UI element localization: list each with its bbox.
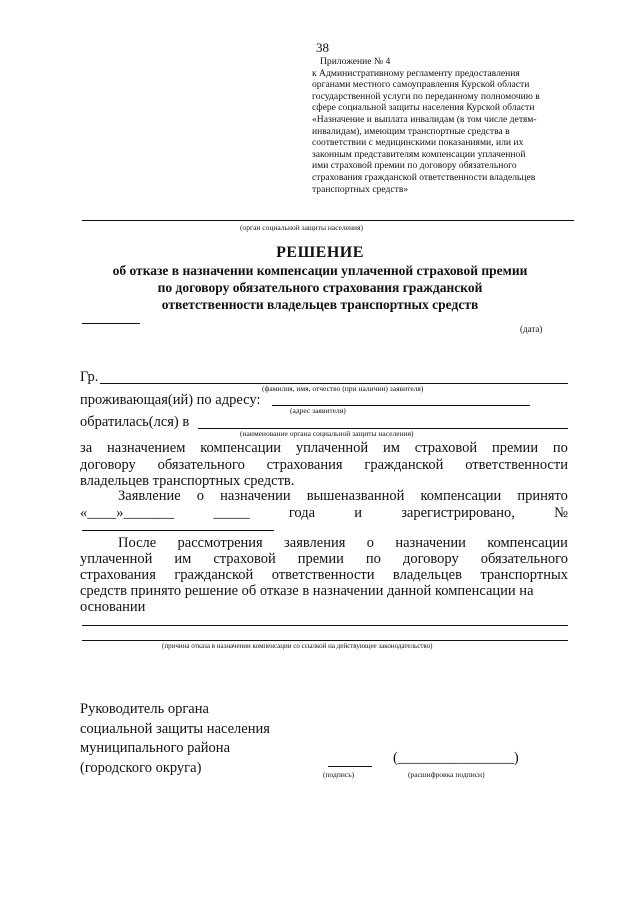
word: премии	[491, 440, 539, 456]
word: страховой	[414, 440, 478, 456]
paragraph-line	[80, 551, 568, 568]
paragraph-line: основании	[80, 599, 146, 615]
subtitle-line: по договору обязательного страхования гражданской	[157, 280, 483, 295]
word: ответственности	[465, 457, 568, 473]
organ-underline	[82, 220, 574, 221]
year-blank[interactable]: _____	[213, 505, 250, 521]
paragraph-line: средств принято решение об отказе в назначении данной компенсации на	[80, 583, 534, 599]
appendix-line: государственной услуги по переданному полномочию в	[312, 90, 540, 102]
appendix-line: сфере социальной защиты населения Курской области	[312, 102, 535, 114]
paragraph-line	[118, 535, 568, 552]
word: по	[365, 551, 381, 567]
word: страховой	[213, 551, 276, 567]
word: страхования	[80, 567, 156, 583]
word: договору	[80, 457, 136, 473]
citizen-prefix: Гр.	[80, 369, 99, 385]
document-title: РЕШЕНИЕ	[276, 244, 364, 261]
signature-decode-caption: (расшифровка подписи)	[408, 770, 485, 779]
page-number: 38	[316, 40, 329, 55]
signature-caption: (подпись)	[323, 770, 355, 779]
date-blank[interactable]: «____»_______	[80, 505, 175, 521]
citizen-caption: (фамилия, имя, отчество (при наличии) заявителя)	[262, 384, 424, 393]
word: компенсации	[420, 488, 502, 504]
paragraph-line	[80, 440, 568, 457]
word: им	[383, 440, 400, 456]
word: года	[288, 505, 316, 521]
word: №	[554, 505, 568, 521]
applied-label: обратилась(лся) в	[80, 414, 190, 430]
address-label: проживающая(ий) по адресу:	[80, 392, 261, 408]
word: уплаченной	[295, 440, 369, 456]
word: страхования	[266, 457, 343, 473]
appendix-header	[312, 56, 584, 195]
subtitle-line: об отказе в назначении компенсации уплаченной страховой премии	[112, 263, 528, 278]
paragraph-line	[80, 457, 568, 474]
appendix-line: к Административному регламенту предоставления	[312, 67, 520, 79]
appendix-line: законным представителям компенсации уплаченной	[312, 148, 526, 160]
registration-number-field[interactable]	[82, 530, 274, 531]
word: владельцев	[392, 567, 462, 583]
word: за	[80, 440, 93, 456]
appendix-line: транспортных средств»	[312, 183, 409, 195]
word: премии	[297, 551, 344, 567]
word: им	[174, 551, 192, 567]
appendix-line: соответствии с медицинскими показаниями, или их	[312, 137, 524, 149]
word: договору	[402, 551, 459, 567]
word: обязательного	[480, 551, 568, 567]
paragraph-line	[80, 567, 568, 584]
appendix-line: страхования гражданской ответственности владельцев	[312, 171, 536, 183]
appendix-line: «Назначение и выплата инвалидам (в том числе детям-	[312, 113, 537, 125]
reason-field[interactable]	[82, 640, 568, 641]
appendix-line: органами местного самоуправления Курской области	[312, 79, 530, 91]
signer-title-line: социальной защиты населения	[80, 720, 270, 737]
reason-field[interactable]	[82, 625, 568, 626]
word: о	[366, 535, 374, 551]
signature-decode-field[interactable]: (________________)	[393, 750, 519, 766]
appendix-line: Приложение № 4	[320, 56, 391, 67]
word: Заявление	[118, 488, 181, 504]
word: назначении	[220, 488, 291, 504]
word: ответственности	[271, 567, 375, 583]
appendix-line: ими страховой премии по договору обязательного	[312, 160, 517, 172]
word: заявления	[284, 535, 346, 551]
word: назначением	[107, 440, 186, 456]
word: рассмотрения	[177, 535, 263, 551]
word: транспортных	[480, 567, 568, 583]
applied-caption: (наименование органа социальной защиты населения)	[240, 429, 414, 438]
signer-title-line: Руководитель органа	[80, 701, 209, 717]
paragraph-line	[118, 488, 568, 505]
signer-title-line: (городского округа)	[80, 759, 202, 776]
word: по	[552, 440, 568, 456]
word: гражданской	[174, 567, 254, 583]
subtitle-line: ответственности владельцев транспортных средств	[161, 297, 479, 312]
word: о	[196, 488, 204, 504]
reason-caption: (причина отказа в назначении компенсации со ссылкой на действующее законодательство)	[162, 642, 433, 650]
word: уплаченной	[80, 551, 153, 567]
word: гражданской	[364, 457, 444, 473]
appendix-line: инвалидам), имеющим транспортные средства в	[312, 125, 510, 137]
word: и	[354, 505, 363, 521]
document-subtitle	[0, 262, 640, 313]
word: компенсации	[487, 535, 568, 551]
registration-line	[80, 505, 568, 522]
signer-title-line: муниципального района	[80, 740, 230, 756]
word: назначении	[395, 535, 466, 551]
signature-block	[80, 700, 270, 778]
paragraph-line: владельцев транспортных средств.	[80, 473, 295, 489]
word: обязательного	[157, 457, 245, 473]
word: зарегистрировано,	[401, 505, 515, 521]
word: принято	[517, 488, 568, 504]
word: компенсации	[200, 440, 281, 456]
date-underline	[82, 323, 140, 324]
word: После	[118, 535, 157, 551]
word: вышеназванной	[306, 488, 405, 504]
date-caption: (дата)	[520, 324, 543, 334]
organ-caption: (орган социальной защиты населения)	[240, 223, 364, 232]
signature-field[interactable]	[328, 766, 372, 767]
address-caption: (адрес заявителя)	[290, 406, 346, 415]
